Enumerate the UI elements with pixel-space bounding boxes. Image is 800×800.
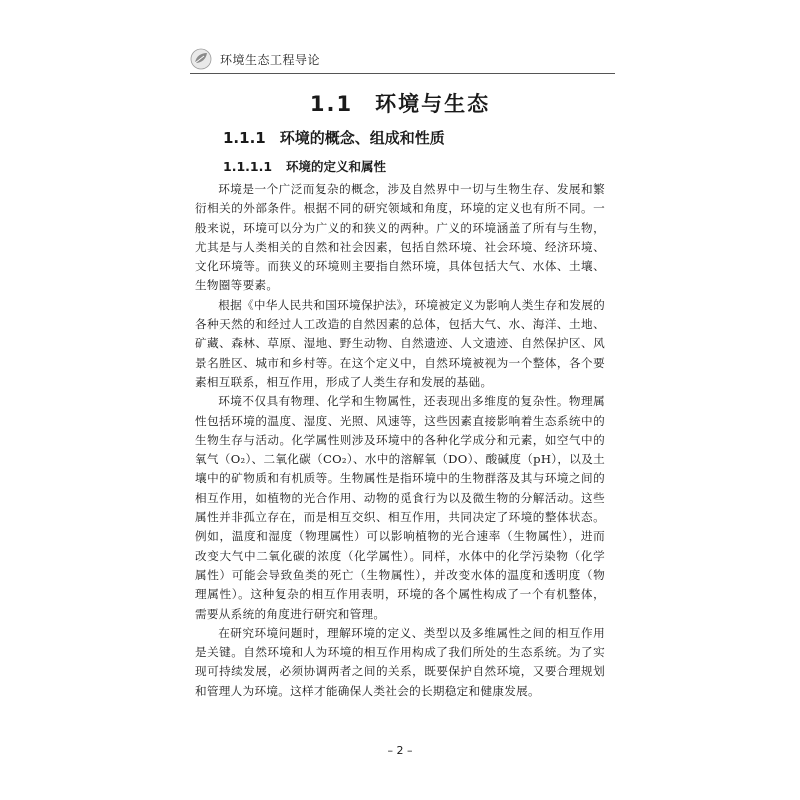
section-number: 1.1.1 [223,129,266,147]
paragraph: 环境是一个广泛而复杂的概念，涉及自然界中一切与生物生存、发展和繁衍相关的外部条件。根据不同的研究领域和角度，环境的定义也有所不同。一般来说，环境可以分为广义的和狭义的两种。广义的环境涵盖了所有与生物，尤其是与人类相关的自然和社会因素，包括自然环境、社会环境、经济环境、文化环境等。而狭义的环境则主要指自然环境，具体包括大气、水体、土壤、生物圈等要素。 [195,182,605,293]
section-heading [223,127,445,148]
paragraph: 环境不仅具有物理、化学和生物属性，还表现出多维度的复杂性。物理属性包括环境的温度、湿度、光照、风速等，这些因素直接影响着生态系统中的生物生存与活动。化学属性则涉及环境中的各种化学成分和元素，如空气中的氧气（O₂）、二氧化碳（CO₂）、水中的溶解氧（DO）、酸碱度（pH），以及土壤中的矿物质和有机质等。生物属性是指环境中的生物群落及其与环境之间的相互作用，如植物的光合作用、动物的觅食行为以及微生物的分解活动。这些属性并非孤立存在，而是相互交织、相互作用，共同决定了环境的整体状态。例如，温度和湿度（物理属性）可以影响植物的光合速率（生物属性），进而改变大气中二氧化碳的浓度（化学属性）。同样，水体中的化学污染物（化学属性）可能会导致鱼类的死亡（生物属性），并改变水体的温度和透明度（物理属性）。这种复杂的相互作用表明，环境的各个属性构成了一个有机整体，需要从系统的角度进行研究和管理。 [195,394,605,621]
chapter-title: 环境与生态 [375,92,491,116]
body-text [195,180,605,701]
leaf-icon [190,48,212,70]
subsection-heading [223,157,386,175]
subsection-title: 环境的定义和属性 [286,159,387,174]
header-rule [190,73,615,74]
chapter-heading [0,88,800,118]
running-head [190,48,320,70]
subsection-number: 1.1.1.1 [223,159,273,174]
page-number: – 2 – [387,744,413,757]
paragraph: 根据《中华人民共和国环境保护法》，环境被定义为影响人类生存和发展的各种天然的和经过人工改造的自然因素的总体，包括大气、水、海洋、土地、矿藏、森林、草原、湿地、野生动物、自然遗迹、人文遗迹、自然保护区、风景名胜区、城市和乡村等。在这个定义中，自然环境被视为一个整体，各个要素相互联系，相互作用，形成了人类生存和发展的基础。 [195,297,605,389]
chapter-number: 1.1 [309,92,354,116]
paragraph: 在研究环境问题时，理解环境的定义、类型以及多维属性之间的相互作用是关键。自然环境和人为环境的相互作用构成了我们所处的生态系统。为了实现可持续发展，必须协调两者之间的关系，既要保护自然环境，又要合理规划和管理人为环境。这样才能确保人类社会的长期稳定和健康发展。 [195,625,605,698]
section-title: 环境的概念、组成和性质 [279,129,445,147]
book-title: 环境生态工程导论 [220,52,321,67]
